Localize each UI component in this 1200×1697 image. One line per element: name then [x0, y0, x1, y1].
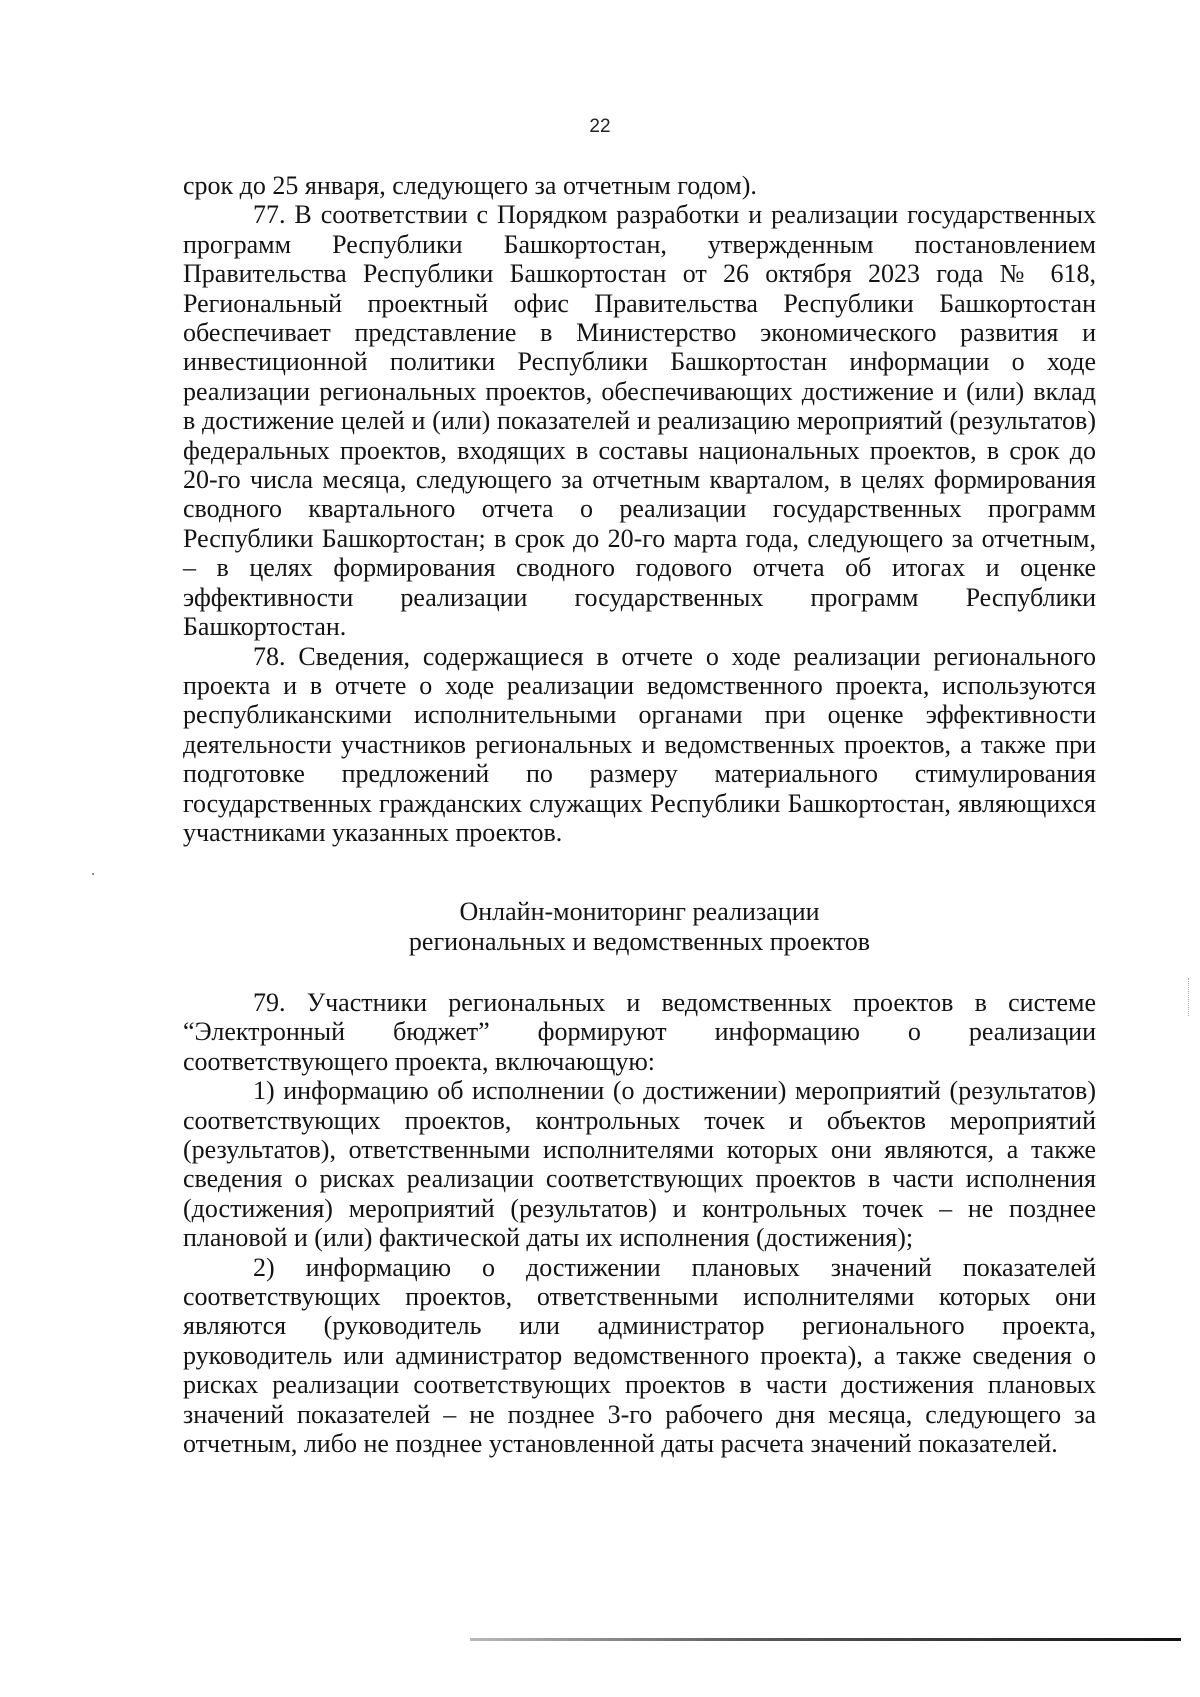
- paragraph-78: 78. Сведения, содержащиеся в отчете о ходе реализации регионального проекта и в отчете о ходе реализации ведомственного проекта, используются республиканскими исполнительными органами при оценке эффективности деятельности участников региональных и ведомственных проектов, а также при подготовке предложений по размеру материального стимулирования государственных гражданских служащих Республики Башкортостан, являющихся участниками указанных проектов.: [183, 641, 1096, 847]
- body-text-section-top: [183, 171, 1096, 847]
- page-number: 22: [589, 116, 611, 137]
- scan-speck: [92, 873, 94, 875]
- footer-rule: [470, 1638, 1181, 1641]
- paragraph-77: 77. В соответствии с Порядком разработки и реализации государственных программ Республики Башкортостан, утвержденным постановлением Правительства Республики Башкортостан от 26 октября 2023 года № 618, Региональный проектный офис Правительства Республики Башкортостан обеспечивает представление в Министерство экономического развития и инвестиционной политики Республики Башкортостан информации о ходе реализации региональных проектов, обеспечивающих достижение и (или) вклад в достижение целей и (или) показателей и реализацию мероприятий (результатов) федеральных проектов, входящих в составы национальных проектов, в срок до 20-го числа месяца, следующего за отчетным кварталом, в целях формирования сводного квартального отчета о реализации государственных программ Республики Башкортостан; в срок до 20-го марта года, следующего за отчетным, – в целях формирования сводного годового отчета об итогах и оценке эффективности реализации государственных программ Республики Башкортостан.: [183, 200, 1096, 642]
- body-text-section-bottom: [183, 988, 1096, 1459]
- paragraph-79-item-1: 1) информацию об исполнении (о достижении) мероприятий (результатов) соответствующих проектов, контрольных точек и объектов мероприятий (результатов), ответственными исполнителями которых они являются, а также сведения о рисках реализации соответствующих проектов в части исполнения (достижения) мероприятий (результатов) и контрольных точек – не позднее плановой и (или) фактической даты их исполнения (достижения);: [183, 1076, 1096, 1253]
- paragraph-continuation: срок до 25 января, следующего за отчетным годом).: [183, 171, 757, 200]
- section-heading-line-2: региональных и ведомственных проектов: [408, 927, 871, 956]
- paragraph-79-item-2: 2) информацию о достижении плановых значений показателей соответствующих проектов, ответственными исполнителями которых они являются (руководитель или администратор регионального проекта, руководитель или администратор ведомственного проекта), а также сведения о рисках реализации соответствующих проектов в части достижения плановых значений показателей – не позднее 3-го рабочего дня месяца, следующего за отчетным, либо не позднее установленной даты расчета значений показателей.: [183, 1252, 1096, 1459]
- scan-edge-marks: [1188, 978, 1190, 1016]
- section-heading: [183, 897, 1096, 957]
- section-heading-line-1: Онлайн-мониторинг реализации: [459, 897, 820, 926]
- paragraph-79: 79. Участники региональных и ведомственных проектов в системе “Электронный бюджет” формируют информацию о реализации соответствующего проекта, включающую:: [183, 988, 1096, 1076]
